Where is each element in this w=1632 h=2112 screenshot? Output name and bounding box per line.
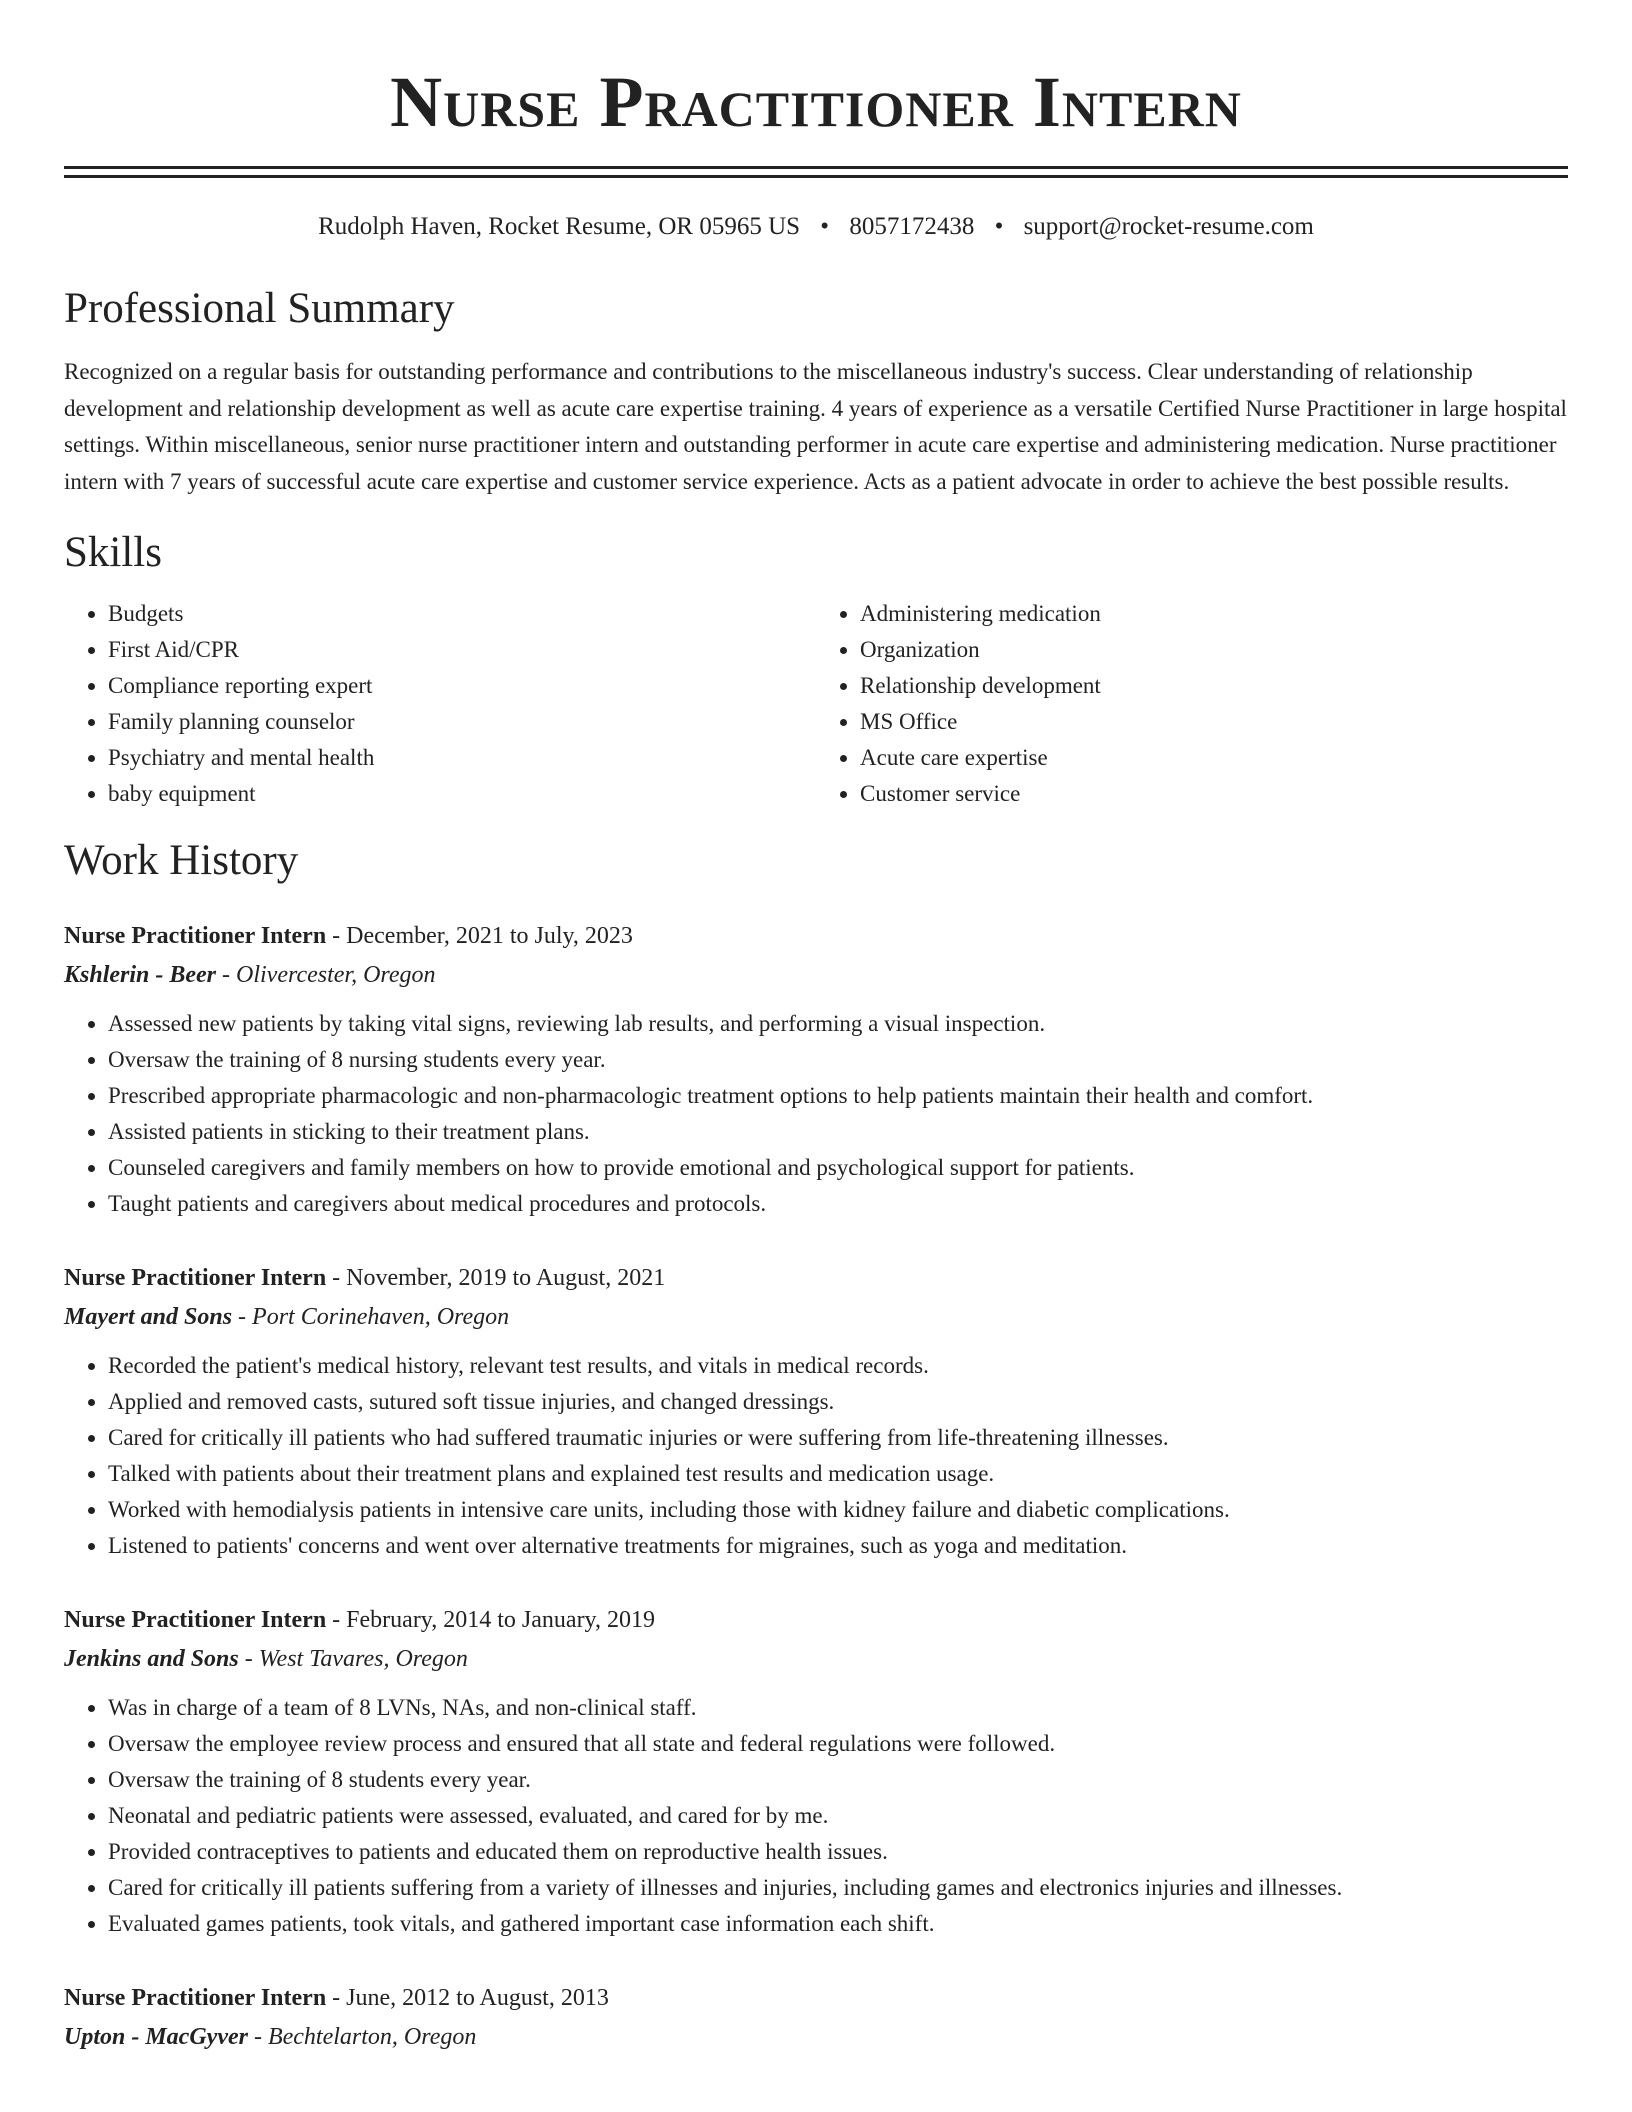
skill-item: • Administering medication <box>860 596 1568 632</box>
job-entry <box>64 1258 1568 1564</box>
job-entry <box>64 916 1568 1222</box>
job-company: Jenkins and Sons <box>64 1646 239 1672</box>
skill-item: • Budgets <box>108 596 816 632</box>
contact-phone: 8057172438 <box>849 213 975 240</box>
job-bullet: • Talked with patients about their treatment plans and explained test results and medication usage. <box>108 1456 1568 1492</box>
job-entry <box>64 1978 1568 2056</box>
job-bullet: • Assessed new patients by taking vital signs, reviewing lab results, and performing a visual inspection. <box>108 1006 1568 1042</box>
job-header: Nurse Practitioner Intern - December, 2021 to July, 2023 <box>64 923 633 949</box>
job-location: West Tavares, Oregon <box>258 1646 468 1672</box>
job-company-line: Upton - MacGyver - Bechtelarton, Oregon <box>64 2024 477 2050</box>
job-location: Bechtelarton, Oregon <box>267 2024 477 2050</box>
job-dates: February, 2014 to January, 2019 <box>346 1607 655 1633</box>
job-title: Nurse Practitioner Intern <box>64 923 327 949</box>
contact-address: Rudolph Haven, Rocket Resume, OR 05965 US <box>318 213 801 240</box>
job-location: Olivercester, Oregon <box>236 962 436 988</box>
job-bullets <box>64 1690 1568 1942</box>
job-company-line: Mayert and Sons - Port Corinehaven, Oregon <box>64 1304 510 1330</box>
skill-item: • MS Office <box>860 704 1568 740</box>
job-bullet: • Prescribed appropriate pharmacologic and non-pharmacologic treatment options to help patients maintain their health and comfort. <box>108 1078 1568 1114</box>
skills-heading: Skills <box>64 529 162 576</box>
skill-item: • First Aid/CPR <box>108 632 816 668</box>
header-divider-top <box>64 166 1568 169</box>
skill-item: • Relationship development <box>860 668 1568 704</box>
job-title: Nurse Practitioner Intern <box>64 1985 327 2011</box>
job-title: Nurse Practitioner Intern <box>64 1265 327 1291</box>
job-dates: November, 2019 to August, 2021 <box>346 1265 666 1291</box>
job-company: Mayert and Sons <box>64 1304 233 1330</box>
job-bullet: • Was in charge of a team of 8 LVNs, NAs, and non-clinical staff. <box>108 1690 1568 1726</box>
job-header: Nurse Practitioner Intern - November, 2019 to August, 2021 <box>64 1265 666 1291</box>
skill-item: • Organization <box>860 632 1568 668</box>
job-bullet: • Cared for critically ill patients who had suffered traumatic injuries or were suffering from life-threatening illnesses. <box>108 1420 1568 1456</box>
job-title: Nurse Practitioner Intern <box>64 1607 327 1633</box>
contact-separator: • <box>820 213 830 240</box>
job-dates: June, 2012 to August, 2013 <box>346 1985 609 2011</box>
job-entry <box>64 1600 1568 1942</box>
job-bullet: • Oversaw the training of 8 nursing students every year. <box>108 1042 1568 1078</box>
job-bullet: • Oversaw the training of 8 students every year. <box>108 1762 1568 1798</box>
work-history-heading: Work History <box>64 837 299 884</box>
job-bullet: • Neonatal and pediatric patients were assessed, evaluated, and cared for by me. <box>108 1798 1568 1834</box>
skill-item: • Family planning counselor <box>108 704 816 740</box>
job-dates: December, 2021 to July, 2023 <box>346 923 633 949</box>
summary-text: Recognized on a regular basis for outstanding performance and contributions to the miscellaneous industry's success. Clear understanding of relationship development and relationship development as well as acute care expertise training. 4 years of experience as a versatile Certified Nurse Practitioner in large hospital settings. Within miscellaneous, senior nurse practitioner intern and outstanding performer in acute care expertise and administering medication. Nurse practitioner intern with 7 years of successful acute care expertise and customer service experience. Acts as a patient advocate in order to achieve the best possible results. <box>64 359 1567 494</box>
job-bullet: • Recorded the patient's medical history, relevant test results, and vitals in medical records. <box>108 1348 1568 1384</box>
job-bullets <box>64 1006 1568 1222</box>
contact-separator: • <box>994 213 1004 240</box>
skills-list <box>64 596 1568 812</box>
job-bullet: • Oversaw the employee review process and ensured that all state and federal regulations were followed. <box>108 1726 1568 1762</box>
resume-name: Nurse Practitioner Intern <box>390 62 1242 142</box>
job-bullet: • Taught patients and caregivers about medical procedures and protocols. <box>108 1186 1568 1222</box>
header-divider-bottom <box>64 175 1568 178</box>
skill-item: • Compliance reporting expert <box>108 668 816 704</box>
job-company: Upton - MacGyver <box>64 2024 248 2050</box>
job-header: Nurse Practitioner Intern - June, 2012 to August, 2013 <box>64 1985 609 2011</box>
job-bullet: • Applied and removed casts, sutured soft tissue injuries, and changed dressings. <box>108 1384 1568 1420</box>
contact-email: support@rocket-resume.com <box>1023 213 1314 240</box>
job-bullet: • Provided contraceptives to patients and educated them on reproductive health issues. <box>108 1834 1568 1870</box>
skill-item: • Acute care expertise <box>860 740 1568 776</box>
job-company-line: Kshlerin - Beer - Olivercester, Oregon <box>64 962 436 988</box>
skill-item: • Customer service <box>860 776 1568 812</box>
skills-column-right <box>816 596 1568 812</box>
job-bullet: • Assisted patients in sticking to their treatment plans. <box>108 1114 1568 1150</box>
job-bullet: • Evaluated games patients, took vitals, and gathered important case information each shift. <box>108 1906 1568 1942</box>
contact-line <box>64 212 1568 242</box>
job-bullets <box>64 1348 1568 1564</box>
skills-column-left <box>64 596 816 812</box>
skill-item: • baby equipment <box>108 776 816 812</box>
job-bullet: • Cared for critically ill patients suffering from a variety of illnesses and injuries, including games and electronics injuries and illnesses. <box>108 1870 1568 1906</box>
skill-item: • Psychiatry and mental health <box>108 740 816 776</box>
job-header: Nurse Practitioner Intern - February, 2014 to January, 2019 <box>64 1607 655 1633</box>
job-company-line: Jenkins and Sons - West Tavares, Oregon <box>64 1646 468 1672</box>
job-bullet: • Listened to patients' concerns and went over alternative treatments for migraines, such as yoga and meditation. <box>108 1528 1568 1564</box>
job-company: Kshlerin - Beer <box>64 962 217 988</box>
summary-heading: Professional Summary <box>64 285 455 332</box>
job-bullet: • Counseled caregivers and family members on how to provide emotional and psychological support for patients. <box>108 1150 1568 1186</box>
job-bullet: • Worked with hemodialysis patients in intensive care units, including those with kidney failure and diabetic complications. <box>108 1492 1568 1528</box>
job-location: Port Corinehaven, Oregon <box>252 1304 510 1330</box>
